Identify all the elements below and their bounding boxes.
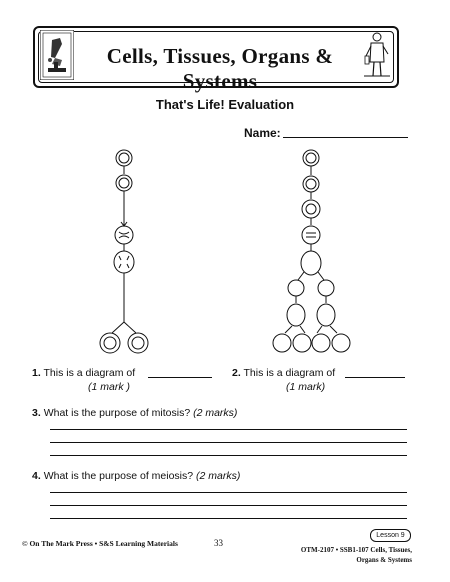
question-1-marks: (1 mark ) <box>88 381 130 393</box>
question-1-number: 1. <box>32 367 41 379</box>
mitosis-diagram <box>100 150 148 353</box>
question-2-text: This is a diagram of <box>243 367 336 379</box>
question-2-number: 2. <box>232 367 241 379</box>
question-3-answer-line-2[interactable] <box>50 442 407 443</box>
page-title: Cells, Tissues, Organs & Systems <box>106 44 334 93</box>
question-1-text: This is a diagram of <box>43 367 136 379</box>
question-4 <box>32 470 240 482</box>
worksheet-subtitle: That's Life! Evaluation <box>155 97 295 112</box>
question-3-text: What is the purpose of mitosis? <box>43 407 191 419</box>
question-4-text: What is the purpose of meiosis? <box>43 470 194 482</box>
footer-copyright: © On The Mark Press • S&S Learning Materials <box>22 539 178 548</box>
question-4-answer-line-2[interactable] <box>50 505 407 506</box>
question-3-number: 3. <box>32 407 41 419</box>
question-1 <box>32 367 135 379</box>
question-2-answer-line[interactable] <box>345 377 405 378</box>
question-4-marks: (2 marks) <box>196 470 241 482</box>
meiosis-diagram <box>273 150 350 352</box>
question-3-marks: (2 marks) <box>193 407 238 419</box>
footer-publication <box>300 545 412 565</box>
page-number: 33 <box>214 538 223 548</box>
question-2-marks: (1 mark) <box>286 381 326 393</box>
question-4-answer-line-3[interactable] <box>50 518 407 519</box>
footer-publication-line-2: Organs & Systems <box>356 556 412 564</box>
question-3-answer-line-3[interactable] <box>50 455 407 456</box>
question-1-answer-line[interactable] <box>148 377 212 378</box>
footer-publication-line-1: OTM-2107 • SSB1-107 Cells, Tissues, <box>300 546 412 554</box>
question-3-answer-line-1[interactable] <box>50 429 407 430</box>
question-2 <box>232 367 335 379</box>
question-4-number: 4. <box>32 470 41 482</box>
question-4-answer-line-1[interactable] <box>50 492 407 493</box>
lesson-badge: Lesson 9 <box>370 529 411 542</box>
name-label: Name: <box>244 126 281 140</box>
question-3 <box>32 407 237 419</box>
